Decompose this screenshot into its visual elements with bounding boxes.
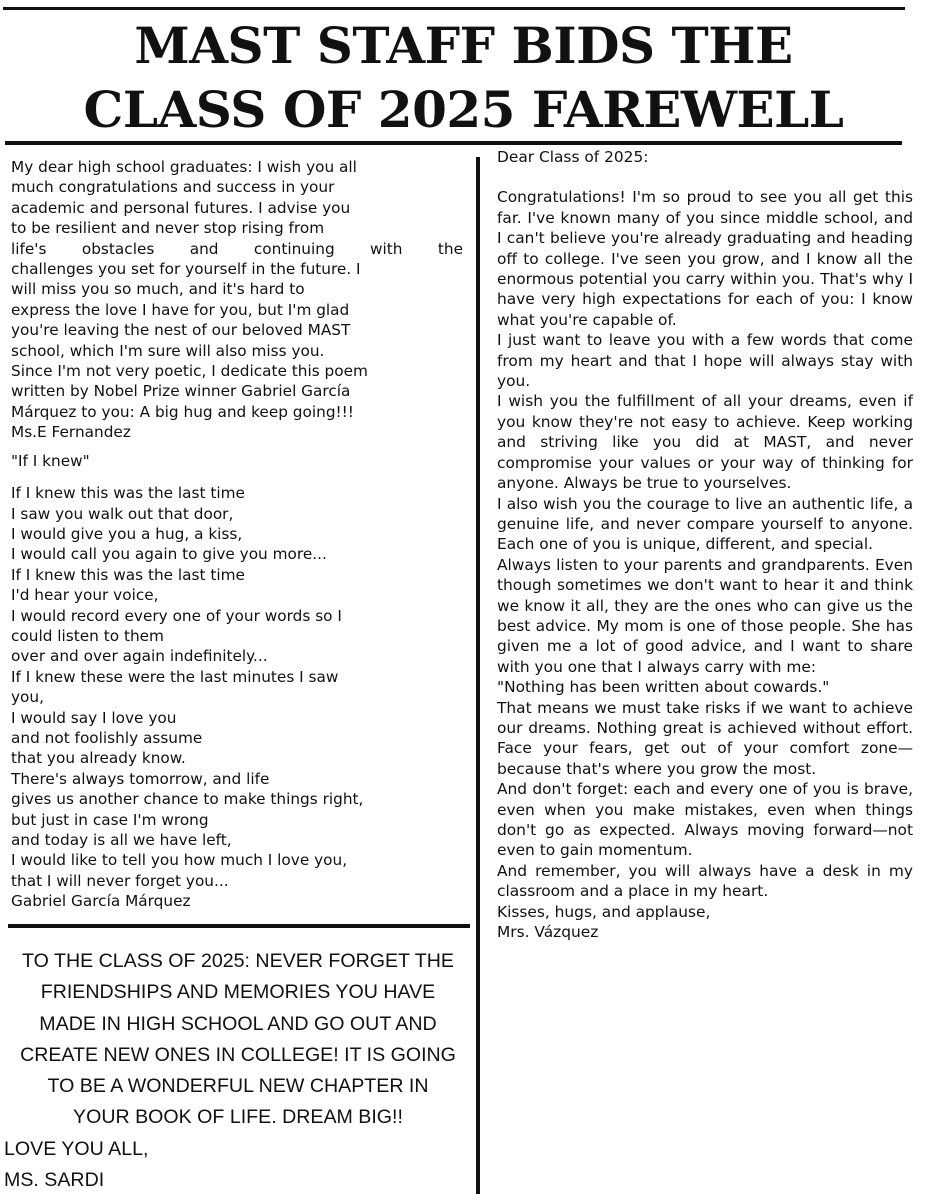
fernandez-intro xyxy=(11,157,463,422)
poem-line: There's always tomorrow, and life xyxy=(11,769,270,788)
poem-line: that you already know. xyxy=(11,749,186,768)
sardi-line: FRIENDSHIPS AND MEMORIES YOU HAVE xyxy=(40,981,436,1004)
poem-line: could listen to them xyxy=(11,626,164,645)
column-divider xyxy=(476,157,480,1194)
sardi-line: TO THE CLASS OF 2025: NEVER FORGET THE xyxy=(22,950,454,972)
poem-line: I would call you again to give you more... xyxy=(11,545,327,564)
fernandez-intro-line: school, which I'm sure will also miss you. xyxy=(11,341,325,360)
fernandez-intro-line: challenges you set for yourself in the future. I xyxy=(11,260,361,279)
vazquez-paragraph: Congratulations! I'm so proud to see you all get this far. I've known many of you since middle school, and I can't believe you're already graduating and heading off to college. I've seen you grow, and I know all the enormous potential you carry within you. That's why I have very high expectations for each of you: I know what you're capable of. xyxy=(497,188,913,329)
poem-line: but just in case I'm wrong xyxy=(11,810,209,829)
top-rule xyxy=(3,7,905,10)
vazquez-paragraph: I also wish you the courage to live an authentic life, a genuine life, and never compare yourself to anyone. Each one of you is unique, different, and special. xyxy=(497,494,913,554)
sardi-line: YOUR BOOK OF LIFE. DREAM BIG!! xyxy=(73,1106,403,1129)
vazquez-letter xyxy=(497,147,913,942)
fernandez-intro-line: academic and personal futures. I advise you xyxy=(11,198,351,217)
poem-line: If I knew this was the last time xyxy=(11,484,245,503)
poem-line: over and over again indefinitely... xyxy=(11,647,268,666)
poem-line: I would give you a hug, a kiss, xyxy=(11,524,243,543)
fernandez-intro-line: written by Nobel Prize winner Gabriel García xyxy=(11,382,351,401)
vazquez-paragraph: And don't forget: each and every one of you is brave, even when you make mistakes, even when things don't go as expected. Always moving forward—not even to gain momentum. xyxy=(497,780,913,860)
fernandez-intro-line: Since I'm not very poetic, I dedicate this poem xyxy=(11,362,368,381)
poem-line: If I knew this was the last time xyxy=(11,565,245,584)
poem-line: I would record every one of your words so I xyxy=(11,606,342,625)
poem-line: I would like to tell you how much I love you, xyxy=(11,851,348,870)
fernandez-signature: Ms.E Fernandez xyxy=(11,423,131,442)
vazquez-quote: "Nothing has been written about cowards." xyxy=(497,678,830,697)
poem-line: and today is all we have left, xyxy=(11,831,232,849)
fernandez-intro-line: express the love I have for you, but I'm glad xyxy=(11,300,350,319)
poem-line: you, xyxy=(11,688,44,707)
vazquez-greeting: Dear Class of 2025: xyxy=(497,148,649,166)
vazquez-paragraph: I just want to leave you with a few words that come from my heart and that I hope will always stay with you. xyxy=(497,331,913,391)
fernandez-intro-line: My dear high school graduates: I wish you all xyxy=(11,158,357,176)
poem-title: "If I knew" xyxy=(11,451,90,470)
headline-line-2: CLASS OF 2025 FAREWELL xyxy=(83,80,844,139)
vazquez-paragraph: That means we must take risks if we want to achieve our dreams. Nothing great is achieved without effort. Face your fears, get out of your comfort zone—because that's where you grow the most. xyxy=(497,698,913,778)
sardi-message xyxy=(4,946,472,1196)
poem-line: and not foolishly assume xyxy=(11,728,203,747)
headline-line-1: MAST STAFF BIDS THE xyxy=(134,16,793,75)
sardi-signature: MS. SARDI xyxy=(4,1169,105,1192)
vazquez-signature: Mrs. Vázquez xyxy=(497,923,599,942)
sardi-closing: LOVE YOU ALL, xyxy=(4,1137,149,1160)
poem-line: If I knew these were the last minutes I saw xyxy=(11,667,339,686)
poem-author: Gabriel García Márquez xyxy=(11,892,191,911)
page-headline xyxy=(0,14,927,142)
fernandez-intro-line: will miss you so much, and it's hard to xyxy=(11,280,305,299)
fernandez-intro-line: Márquez to you: A big hug and keep going!!! xyxy=(11,402,354,421)
fernandez-intro-line: life's obstacles and continuing with the xyxy=(11,239,463,258)
fernandez-intro-line: to be resilient and never stop rising from xyxy=(11,219,325,238)
poem-line: gives us another chance to make things right, xyxy=(11,790,364,809)
poem-line: I saw you walk out that door, xyxy=(11,504,234,523)
vazquez-closing: Kisses, hugs, and applause, xyxy=(497,902,711,921)
sardi-line: CREATE NEW ONES IN COLLEGE! IT IS GOING xyxy=(20,1043,456,1066)
sardi-line: TO BE A WONDERFUL NEW CHAPTER IN xyxy=(47,1075,429,1098)
vazquez-paragraph: I wish you the fulfillment of all your dreams, even if you know they're not easy to achieve. Keep working and striving like you did at MAST, and never compromise your values or your way of thinking for anyone. Always be true to yourselves. xyxy=(497,392,913,493)
poem-line: that I will never forget you... xyxy=(11,871,229,890)
fernandez-intro-line: you're leaving the nest of our beloved MAST xyxy=(11,321,351,340)
fernandez-letter xyxy=(11,157,463,912)
vazquez-paragraph: Always listen to your parents and grandparents. Even though sometimes we don't want to hear it and think we know it all, they are the ones who can give us the best advice. My mom is one of those people. She has given me a lot of good advice, and I want to share with you one that I always carry with me: xyxy=(497,555,913,676)
section-divider xyxy=(8,924,470,928)
poem-line: I'd hear your voice, xyxy=(11,586,159,605)
vazquez-paragraph: And remember, you will always have a desk in my classroom and a place in my heart. xyxy=(497,861,913,901)
sardi-line: MADE IN HIGH SCHOOL AND GO OUT AND xyxy=(39,1012,437,1035)
poem-line: I would say I love you xyxy=(11,708,177,727)
poem xyxy=(11,483,463,912)
fernandez-intro-line: much congratulations and success in your xyxy=(11,178,335,197)
